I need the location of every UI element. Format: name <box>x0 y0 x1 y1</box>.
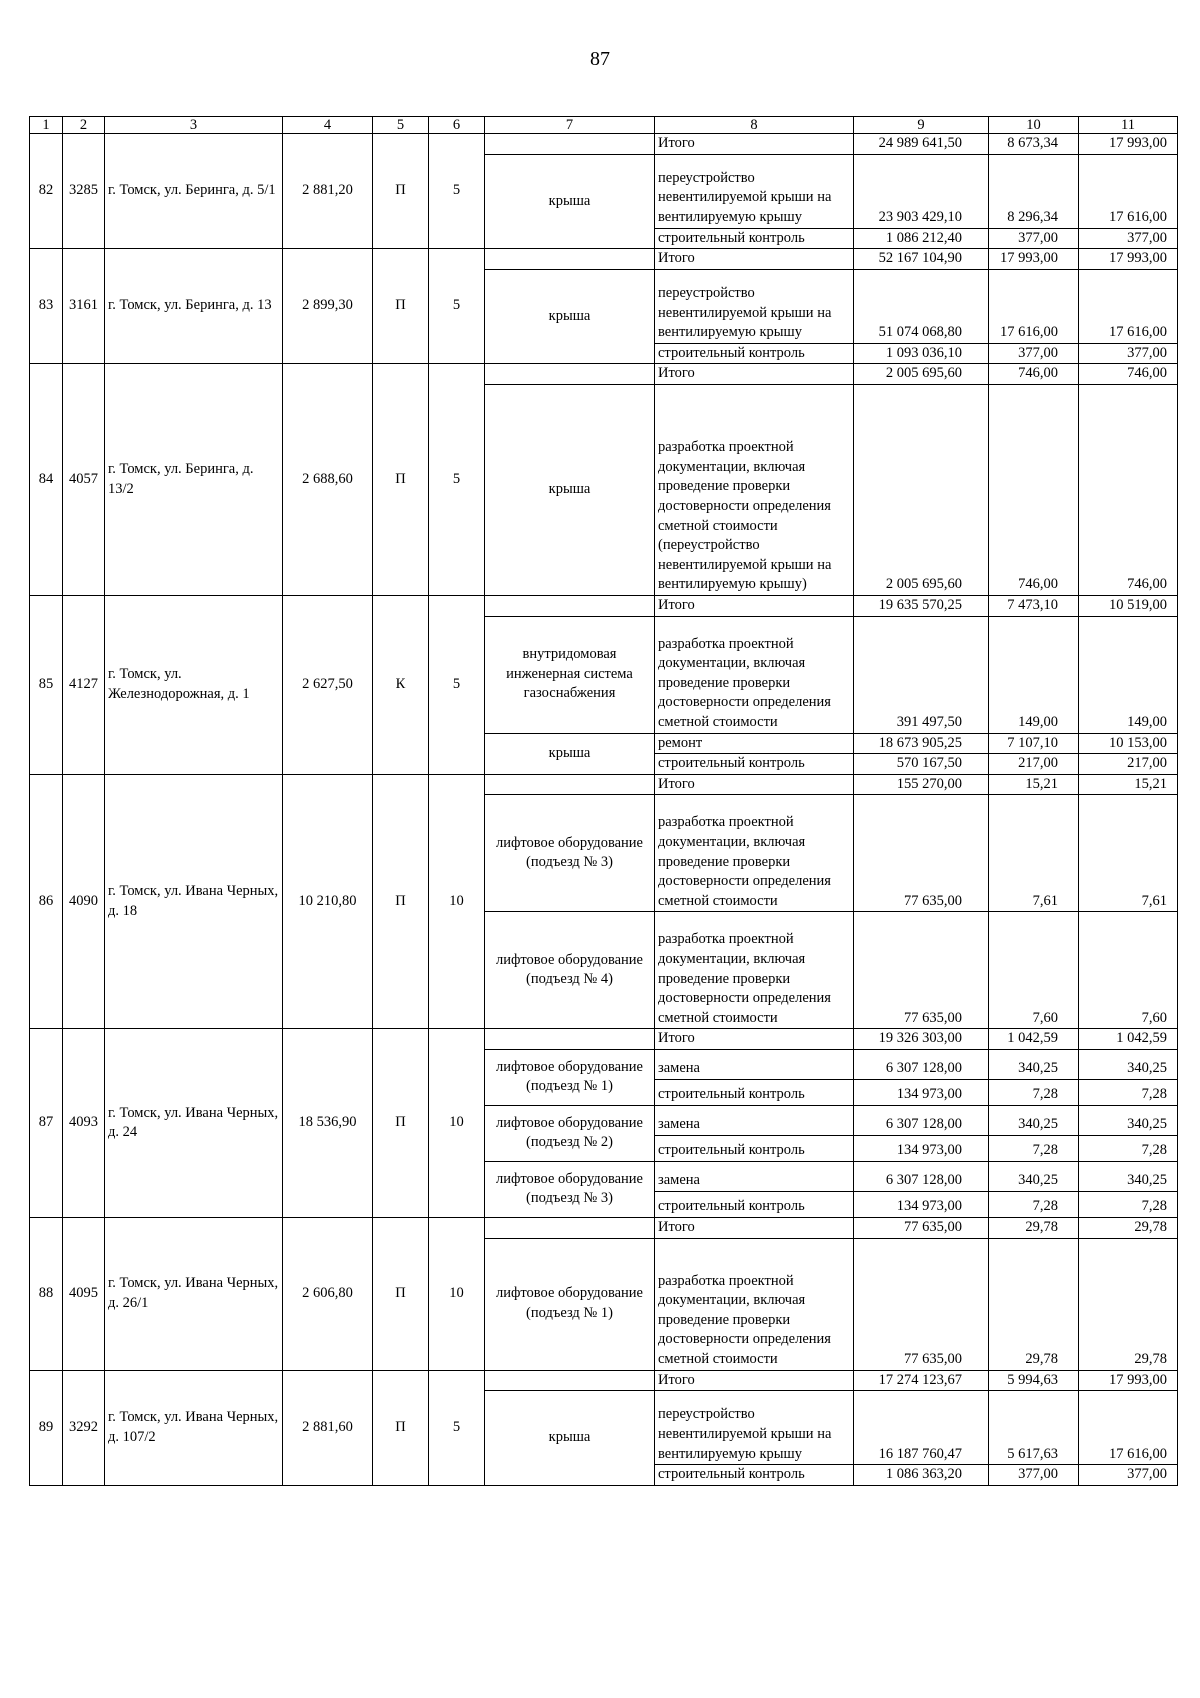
total-value-11: 746,00 <box>1079 364 1178 385</box>
work-value-11: 149,00 <box>1079 616 1178 733</box>
entry-area: 2 881,20 <box>283 134 373 249</box>
work-value-11: 7,28 <box>1079 1135 1178 1161</box>
entry-area: 18 536,90 <box>283 1029 373 1218</box>
work-value-11: 377,00 <box>1079 228 1178 249</box>
total-value-10: 5 994,63 <box>989 1370 1079 1391</box>
work-type: строительный контроль <box>655 1465 854 1486</box>
entry-total-row <box>30 595 1178 616</box>
structural-element: лифтовое оборудование (подъезд № 2) <box>485 1105 655 1161</box>
page-number: 87 <box>590 48 610 70</box>
total-value-10: 8 673,34 <box>989 134 1079 155</box>
entry-type: П <box>373 1029 429 1218</box>
work-value-9: 134 973,00 <box>854 1079 989 1105</box>
total-value-9: 52 167 104,90 <box>854 249 989 270</box>
work-value-10: 5 617,63 <box>989 1391 1079 1465</box>
entry-code: 3161 <box>63 249 105 364</box>
work-value-11: 17 616,00 <box>1079 1391 1178 1465</box>
total-value-10: 7 473,10 <box>989 595 1079 616</box>
work-value-9: 77 635,00 <box>854 795 989 912</box>
work-type: строительный контроль <box>655 1191 854 1217</box>
entry-floors: 5 <box>429 134 485 249</box>
entry-floors: 5 <box>429 595 485 774</box>
work-value-9: 16 187 760,47 <box>854 1391 989 1465</box>
entry-area: 2 899,30 <box>283 249 373 364</box>
work-type: замена <box>655 1161 854 1191</box>
total-label: Итого <box>655 134 854 155</box>
entry-element-empty <box>485 249 655 270</box>
total-value-9: 77 635,00 <box>854 1217 989 1238</box>
column-header: 9 <box>854 117 989 134</box>
entry-code: 3285 <box>63 134 105 249</box>
total-value-9: 19 635 570,25 <box>854 595 989 616</box>
work-type: разработка проектной документации, включая проведение проверки достоверности определения сметной стоимости <box>655 795 854 912</box>
total-value-9: 17 274 123,67 <box>854 1370 989 1391</box>
entry-area: 2 688,60 <box>283 364 373 596</box>
total-label: Итого <box>655 774 854 795</box>
work-type: разработка проектной документации, включая проведение проверки достоверности определения сметной стоимости <box>655 1238 854 1370</box>
work-value-10: 8 296,34 <box>989 154 1079 228</box>
entry-total-row <box>30 134 1178 155</box>
entry-code: 4093 <box>63 1029 105 1218</box>
entry-type: П <box>373 1370 429 1485</box>
work-value-11: 17 616,00 <box>1079 269 1178 343</box>
total-value-11: 1 042,59 <box>1079 1029 1178 1050</box>
work-value-10: 7,28 <box>989 1191 1079 1217</box>
column-header: 4 <box>283 117 373 134</box>
structural-element: лифтовое оборудование (подъезд № 1) <box>485 1238 655 1370</box>
structural-element: крыша <box>485 1391 655 1486</box>
work-value-11: 7,60 <box>1079 912 1178 1029</box>
entry-element-empty <box>485 595 655 616</box>
entry-area: 2 881,60 <box>283 1370 373 1485</box>
total-value-11: 17 993,00 <box>1079 1370 1178 1391</box>
structural-element: крыша <box>485 733 655 774</box>
entry-address: г. Томск, ул. Ивана Черных, д. 26/1 <box>105 1217 283 1370</box>
work-value-9: 134 973,00 <box>854 1135 989 1161</box>
work-value-11: 29,78 <box>1079 1238 1178 1370</box>
work-value-10: 377,00 <box>989 1465 1079 1486</box>
work-value-11: 7,61 <box>1079 795 1178 912</box>
work-value-10: 7,60 <box>989 912 1079 1029</box>
entry-type: П <box>373 249 429 364</box>
total-value-10: 15,21 <box>989 774 1079 795</box>
entry-address: г. Томск, ул. Ивана Черных, д. 107/2 <box>105 1370 283 1485</box>
work-value-10: 29,78 <box>989 1238 1079 1370</box>
work-type: строительный контроль <box>655 754 854 775</box>
total-value-10: 17 993,00 <box>989 249 1079 270</box>
structural-element: крыша <box>485 154 655 249</box>
entry-code: 4057 <box>63 364 105 596</box>
entry-number: 86 <box>30 774 63 1029</box>
work-value-10: 7,28 <box>989 1079 1079 1105</box>
work-value-11: 217,00 <box>1079 754 1178 775</box>
work-value-9: 1 093 036,10 <box>854 343 989 364</box>
total-label: Итого <box>655 249 854 270</box>
work-type: разработка проектной документации, включая проведение проверки достоверности определения сметной стоимости <box>655 616 854 733</box>
work-value-10: 340,25 <box>989 1161 1079 1191</box>
entry-total-row <box>30 1029 1178 1050</box>
total-value-9: 2 005 695,60 <box>854 364 989 385</box>
entry-type: К <box>373 595 429 774</box>
total-value-9: 19 326 303,00 <box>854 1029 989 1050</box>
entry-area: 2 606,80 <box>283 1217 373 1370</box>
entry-floors: 5 <box>429 364 485 596</box>
entry-floors: 5 <box>429 249 485 364</box>
work-value-10: 7,61 <box>989 795 1079 912</box>
work-value-11: 7,28 <box>1079 1079 1178 1105</box>
structural-element: внутридомовая инженерная система газоснабжения <box>485 616 655 733</box>
entry-floors: 10 <box>429 774 485 1029</box>
entry-element-empty <box>485 1370 655 1391</box>
table-body <box>30 117 1178 1486</box>
work-type: замена <box>655 1105 854 1135</box>
structural-element: крыша <box>485 269 655 364</box>
work-value-10: 340,25 <box>989 1105 1079 1135</box>
entry-code: 4090 <box>63 774 105 1029</box>
entry-code: 4127 <box>63 595 105 774</box>
header-row <box>30 117 1178 134</box>
entry-type: П <box>373 364 429 596</box>
work-value-9: 51 074 068,80 <box>854 269 989 343</box>
entry-code: 4095 <box>63 1217 105 1370</box>
entry-address: г. Томск, ул. Беринга, д. 13 <box>105 249 283 364</box>
work-value-9: 6 307 128,00 <box>854 1161 989 1191</box>
work-value-9: 570 167,50 <box>854 754 989 775</box>
work-type: разработка проектной документации, включая проведение проверки достоверности определения сметной стоимости <box>655 912 854 1029</box>
entry-total-row <box>30 774 1178 795</box>
entry-address: г. Томск, ул. Ивана Черных, д. 18 <box>105 774 283 1029</box>
entry-element-empty <box>485 1029 655 1050</box>
work-value-11: 340,25 <box>1079 1105 1178 1135</box>
entry-total-row <box>30 364 1178 385</box>
total-value-10: 1 042,59 <box>989 1029 1079 1050</box>
work-value-11: 340,25 <box>1079 1049 1178 1079</box>
entry-element-empty <box>485 134 655 155</box>
work-type: замена <box>655 1049 854 1079</box>
entry-floors: 10 <box>429 1029 485 1218</box>
entry-address: г. Томск, ул. Беринга, д. 13/2 <box>105 364 283 596</box>
work-type: переустройство невентилируемой крыши на вентилируемую крышу <box>655 1391 854 1465</box>
total-value-9: 155 270,00 <box>854 774 989 795</box>
column-header: 1 <box>30 117 63 134</box>
column-header: 2 <box>63 117 105 134</box>
work-value-9: 77 635,00 <box>854 1238 989 1370</box>
structural-element: лифтовое оборудование (подъезд № 4) <box>485 912 655 1029</box>
total-value-9: 24 989 641,50 <box>854 134 989 155</box>
structural-element: крыша <box>485 384 655 595</box>
total-label: Итого <box>655 595 854 616</box>
column-header: 7 <box>485 117 655 134</box>
total-label: Итого <box>655 1370 854 1391</box>
entry-number: 87 <box>30 1029 63 1218</box>
structural-element: лифтовое оборудование (подъезд № 3) <box>485 1161 655 1217</box>
work-value-11: 340,25 <box>1079 1161 1178 1191</box>
work-value-11: 377,00 <box>1079 343 1178 364</box>
work-value-11: 377,00 <box>1079 1465 1178 1486</box>
work-type: строительный контроль <box>655 1135 854 1161</box>
entry-total-row <box>30 249 1178 270</box>
work-value-10: 17 616,00 <box>989 269 1079 343</box>
column-header: 11 <box>1079 117 1178 134</box>
entry-floors: 5 <box>429 1370 485 1485</box>
work-type: строительный контроль <box>655 343 854 364</box>
work-value-10: 340,25 <box>989 1049 1079 1079</box>
entry-total-row <box>30 1217 1178 1238</box>
work-value-9: 134 973,00 <box>854 1191 989 1217</box>
work-type: переустройство невентилируемой крыши на вентилируемую крышу <box>655 154 854 228</box>
total-value-11: 10 519,00 <box>1079 595 1178 616</box>
entry-type: П <box>373 1217 429 1370</box>
work-type: строительный контроль <box>655 1079 854 1105</box>
work-value-9: 77 635,00 <box>854 912 989 1029</box>
column-header: 3 <box>105 117 283 134</box>
work-value-10: 7 107,10 <box>989 733 1079 754</box>
column-header: 8 <box>655 117 854 134</box>
column-header: 5 <box>373 117 429 134</box>
work-type: ремонт <box>655 733 854 754</box>
entry-address: г. Томск, ул. Ивана Черных, д. 24 <box>105 1029 283 1218</box>
total-value-11: 17 993,00 <box>1079 249 1178 270</box>
entry-number: 89 <box>30 1370 63 1485</box>
work-value-10: 377,00 <box>989 228 1079 249</box>
entry-number: 82 <box>30 134 63 249</box>
entry-address: г. Томск, ул. Беринга, д. 5/1 <box>105 134 283 249</box>
total-value-10: 746,00 <box>989 364 1079 385</box>
work-value-11: 10 153,00 <box>1079 733 1178 754</box>
total-label: Итого <box>655 364 854 385</box>
entry-type: П <box>373 774 429 1029</box>
column-header: 6 <box>429 117 485 134</box>
entry-code: 3292 <box>63 1370 105 1485</box>
work-type: переустройство невентилируемой крыши на вентилируемую крышу <box>655 269 854 343</box>
work-value-9: 1 086 212,40 <box>854 228 989 249</box>
total-value-10: 29,78 <box>989 1217 1079 1238</box>
work-value-11: 746,00 <box>1079 384 1178 595</box>
work-value-10: 746,00 <box>989 384 1079 595</box>
entry-element-empty <box>485 774 655 795</box>
total-label: Итого <box>655 1029 854 1050</box>
work-value-10: 217,00 <box>989 754 1079 775</box>
work-value-10: 377,00 <box>989 343 1079 364</box>
entry-area: 10 210,80 <box>283 774 373 1029</box>
work-value-9: 2 005 695,60 <box>854 384 989 595</box>
entry-element-empty <box>485 364 655 385</box>
work-value-9: 18 673 905,25 <box>854 733 989 754</box>
structural-element: лифтовое оборудование (подъезд № 1) <box>485 1049 655 1105</box>
total-value-11: 15,21 <box>1079 774 1178 795</box>
work-value-9: 23 903 429,10 <box>854 154 989 228</box>
work-value-9: 1 086 363,20 <box>854 1465 989 1486</box>
entry-floors: 10 <box>429 1217 485 1370</box>
column-header: 10 <box>989 117 1079 134</box>
entry-number: 83 <box>30 249 63 364</box>
entry-address: г. Томск, ул. Железнодорожная, д. 1 <box>105 595 283 774</box>
entry-element-empty <box>485 1217 655 1238</box>
structural-element: лифтовое оборудование (подъезд № 3) <box>485 795 655 912</box>
work-value-11: 7,28 <box>1079 1191 1178 1217</box>
entry-number: 85 <box>30 595 63 774</box>
entry-number: 88 <box>30 1217 63 1370</box>
total-value-11: 17 993,00 <box>1079 134 1178 155</box>
capital-repair-table <box>29 116 1178 1486</box>
total-label: Итого <box>655 1217 854 1238</box>
work-value-11: 17 616,00 <box>1079 154 1178 228</box>
entry-type: П <box>373 134 429 249</box>
work-value-10: 7,28 <box>989 1135 1079 1161</box>
work-value-9: 391 497,50 <box>854 616 989 733</box>
entry-area: 2 627,50 <box>283 595 373 774</box>
work-value-10: 149,00 <box>989 616 1079 733</box>
work-value-9: 6 307 128,00 <box>854 1105 989 1135</box>
work-type: строительный контроль <box>655 228 854 249</box>
work-type: разработка проектной документации, включая проведение проверки достоверности определения сметной стоимости (переустройство невентилируемой крыши на вентилируемую крышу) <box>655 384 854 595</box>
entry-total-row <box>30 1370 1178 1391</box>
entry-number: 84 <box>30 364 63 596</box>
work-value-9: 6 307 128,00 <box>854 1049 989 1079</box>
total-value-11: 29,78 <box>1079 1217 1178 1238</box>
